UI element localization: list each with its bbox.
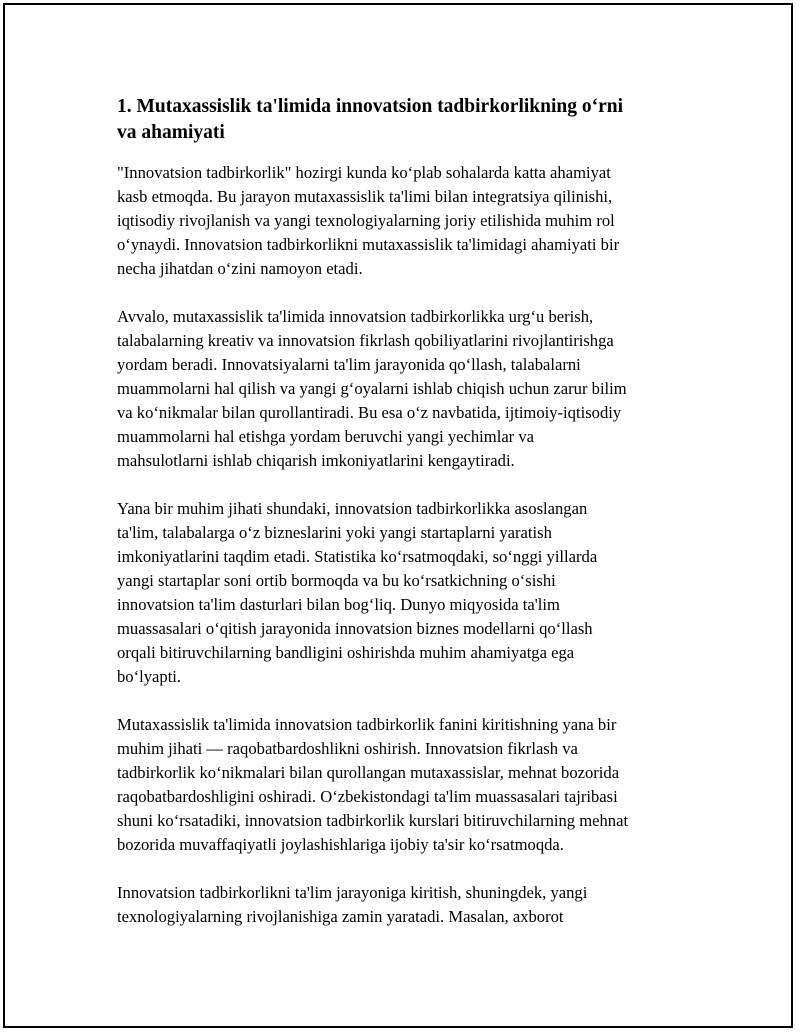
paragraph [117, 161, 697, 281]
paragraph-line: ta'lim, talabalarga o‘z bizneslarini yoki yangi startaplarni yaratish [117, 523, 552, 542]
paragraph-line: iqtisodiy rivojlanish va yangi texnologiyalarning joriy etilishida muhim rol [117, 211, 615, 230]
section-heading [117, 94, 697, 146]
paragraph-line: muhim jihati — raqobatbardoshlikni oshirish. Innovatsion fikrlash va [117, 739, 578, 758]
paragraph-line: tadbirkorlik ko‘nikmalari bilan qurollangan mutaxassislar, mehnat bozorida [117, 763, 620, 782]
paragraph-line: Yana bir muhim jihati shundaki, innovatsion tadbirkorlikka asoslangan [117, 499, 588, 518]
paragraph-line: Innovatsion tadbirkorlikni ta'lim jarayoniga kiritish, shuningdek, yangi [117, 883, 588, 902]
paragraph-line: talabalarning kreativ va innovatsion fikrlash qobiliyatlarini rivojlantirishga [117, 331, 614, 350]
document-body [117, 94, 697, 953]
paragraph-line: yangi startaplar soni ortib bormoqda va bu ko‘rsatkichning o‘sishi [117, 571, 556, 590]
paragraph-line: imkoniyatlarini taqdim etadi. Statistika ko‘rsatmoqdaki, so‘nggi yillarda [117, 547, 598, 566]
heading-line: 1. Mutaxassislik ta'limida innovatsion tadbirkorlikning o‘rni [117, 96, 624, 117]
paragraph-line: muassasalari o‘qitish jarayonida innovatsion biznes modellarni qo‘llash [117, 619, 593, 638]
paragraph-line: o‘ynaydi. Innovatsion tadbirkorlikni mutaxassislik ta'limidagi ahamiyati bir [117, 235, 620, 254]
paragraph-line: Avvalo, mutaxassislik ta'limida innovatsion tadbirkorlikka urg‘u berish, [117, 307, 594, 326]
paragraph-line: kasb etmoqda. Bu jarayon mutaxassislik ta'limi bilan integratsiya qilinishi, [117, 187, 613, 206]
paragraph [117, 713, 697, 857]
paragraph [117, 497, 697, 689]
paragraph-line: orqali bitiruvchilarning bandligini oshirishda muhim ahamiyatga ega [117, 643, 575, 662]
heading-line: va ahamiyati [117, 122, 225, 143]
paragraph [117, 881, 697, 929]
paragraph-line: texnologiyalarning rivojlanishiga zamin yaratadi. Masalan, axborot [117, 907, 564, 926]
paragraph-line: raqobatbardoshligini oshiradi. O‘zbekistondagi ta'lim muassasalari tajribasi [117, 787, 618, 806]
paragraph [117, 305, 697, 473]
paragraph-line: shuni ko‘rsatadiki, innovatsion tadbirkorlik kurslari bitiruvchilarning mehnat [117, 811, 629, 830]
paragraph-line: mahsulotlarni ishlab chiqarish imkoniyatlarini kengaytiradi. [117, 451, 515, 470]
paragraph-line: innovatsion ta'lim dasturlari bilan bog‘liq. Dunyo miqyosida ta'lim [117, 595, 560, 614]
paragraph-line: muammolarni hal etishga yordam beruvchi yangi yechimlar va [117, 427, 535, 446]
paragraph-line: yordam beradi. Innovatsiyalarni ta'lim jarayonida qo‘llash, talabalarni [117, 355, 581, 374]
paragraph-line: muammolarni hal qilish va yangi g‘oyalarni ishlab chiqish uchun zarur bilim [117, 379, 627, 398]
paragraph-line: bozorida muvaffaqiyatli joylashishlariga ijobiy ta'sir ko‘rsatmoqda. [117, 835, 564, 854]
paragraph-line: bo‘lyapti. [117, 667, 182, 686]
paragraph-line: "Innovatsion tadbirkorlik" hozirgi kunda ko‘plab sohalarda katta ahamiyat [117, 163, 611, 182]
paragraph-line: va ko‘nikmalar bilan qurollantiradi. Bu esa o‘z navbatida, ijtimoiy-iqtisodiy [117, 403, 622, 422]
paragraph-line: Mutaxassislik ta'limida innovatsion tadbirkorlik fanini kiritishning yana bir [117, 715, 617, 734]
paragraph-line: necha jihatdan o‘zini namoyon etadi. [117, 259, 363, 278]
